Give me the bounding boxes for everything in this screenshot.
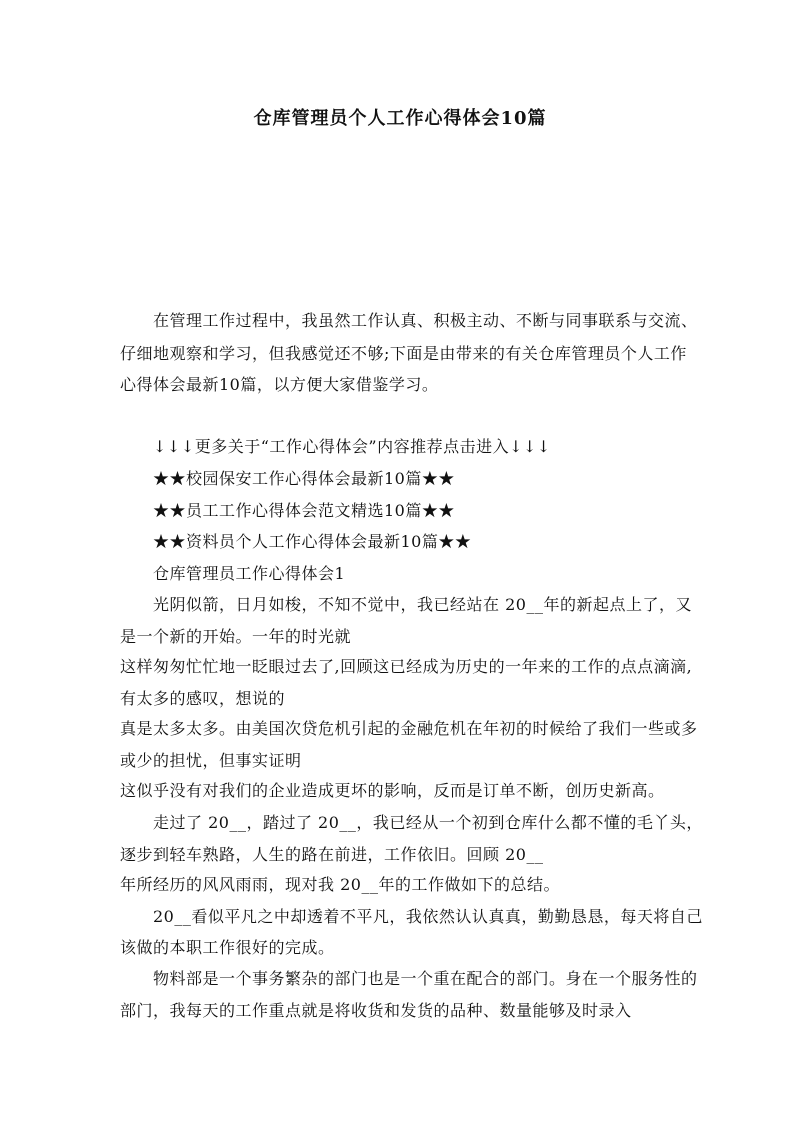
body-line: 光阴似箭，日月如梭，不知不觉中，我已经站在 20__年的新起点上了，又: [153, 595, 692, 614]
related-link[interactable]: ★★员工工作心得体会范文精选10篇★★: [153, 501, 455, 520]
body-line: 部门，我每天的工作重点就是将收货和发货的品种、数量能够及时录入: [120, 1001, 632, 1020]
more-link[interactable]: ↓↓↓更多关于“工作心得体会”内容推荐点击进入↓↓↓: [153, 437, 551, 456]
body-line: 逐步到轻车熟路，人生的路在前进，工作依旧。回顾 20__: [120, 845, 544, 864]
body-line: 年所经历的风风雨雨，现对我 20__年的工作做如下的总结。: [120, 875, 560, 894]
body-line: 是一个新的开始。一年的时光就: [120, 627, 352, 646]
body-line: 这样匆匆忙忙地一眨眼过去了,回顾这已经成为历史的一年来的工作的点点滴滴,: [120, 657, 693, 676]
body-line: 有太多的感叹，想说的: [120, 689, 286, 708]
intro-line: 仔细地观察和学习，但我感觉还不够;下面是由带来的有关仓库管理员个人工作: [120, 344, 687, 363]
body-line: 这似乎没有对我们的企业造成更坏的影响，反而是订单不断，创历史新高。: [120, 781, 665, 800]
body-line: 20__看似平凡之中却透着不平凡，我依然认认真真，勤勤恳恳，每天将自己: [153, 907, 703, 926]
section-heading: 仓库管理员工作心得体会1: [153, 564, 346, 583]
related-link[interactable]: ★★资料员个人工作心得体会最新10篇★★: [153, 532, 472, 551]
body-line: 物料部是一个事务繁杂的部门也是一个重在配合的部门。身在一个服务性的: [153, 969, 698, 988]
body-line: 走过了 20__，踏过了 20__，我已经从一个初到仓库什么都不懂的毛丫头，: [153, 813, 703, 832]
intro-line: 心得体会最新10篇，以方便大家借鉴学习。: [120, 375, 439, 394]
intro-line: 在管理工作过程中，我虽然工作认真、积极主动、不断与同事联系与交流、: [153, 311, 698, 330]
document-title: 仓库管理员个人工作心得体会10篇: [253, 108, 547, 129]
related-link[interactable]: ★★校园保安工作心得体会最新10篇★★: [153, 469, 455, 488]
body-line: 或少的担忧，但事实证明: [120, 751, 302, 770]
body-line: 真是太多太多。由美国次贷危机引起的金融危机在年初的时候给了我们一些或多: [120, 719, 698, 738]
body-line: 该做的本职工作很好的完成。: [120, 938, 335, 957]
